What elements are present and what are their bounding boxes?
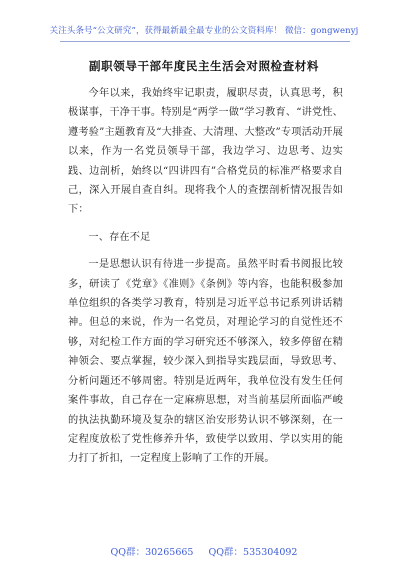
footer-qq-group-1: QQ群：30265665 [110, 547, 194, 558]
body-paragraph: 一是思想认识有待进一步提高。虽然平时看书阅报比较多，研读了《党章》《准则》《条例》等内容，也能积极参加单位组织的各类学习教育，特别是习近平总书记系列讲话精神。但总的来说，作为一名党员，对理论学习的自觉性还不够，对纪检工作方面的学习研究还不够深入，较多停留在精神领会、要点掌握，较少深入到指导实践层面，导致思考、分析问题还不够周密。特别是近两年，我单位没有发生任何案件事故，自己存在一定麻痹思想，对当前基层所面临严峻的执法执勤环境及复杂的辖区治安形势认识不够深刻，在一定程度放松了党性修养升华，致使学以致用、学以实用的能力打了折扣，一定程度上影响了工作的开展。 [68, 259, 343, 465]
footer-contacts [0, 544, 408, 558]
section-heading: 一、存在不足 [88, 231, 151, 243]
header-divider [60, 41, 350, 42]
document-body [68, 84, 343, 469]
footer-qq-group-2: QQ群：535304092 [208, 547, 298, 558]
document-title: 副职领导干部年度民主生活会对照检查材料 [89, 59, 319, 73]
header-notice: 关注头条号“公文研究”，获得最新最全最专业的公文资料库！ 微信：gongwenyj [49, 26, 359, 36]
intro-paragraph: 今年以来，我始终牢记职责，履职尽责，认真思考，积极谋事，干净干事。特别是“两学一做”学习教育、“讲党性、遵考验”主题教育及“大排查、大清理、大整改”专项活动开展以来，作为一名党员领导干部，我边学习、边思考、边实践、边剖析，始终以“四讲四有”合格党员的标准严格要求自己，深入开展自查自纠。现将我个人的查摆剖析情况报告如下： [68, 88, 343, 216]
